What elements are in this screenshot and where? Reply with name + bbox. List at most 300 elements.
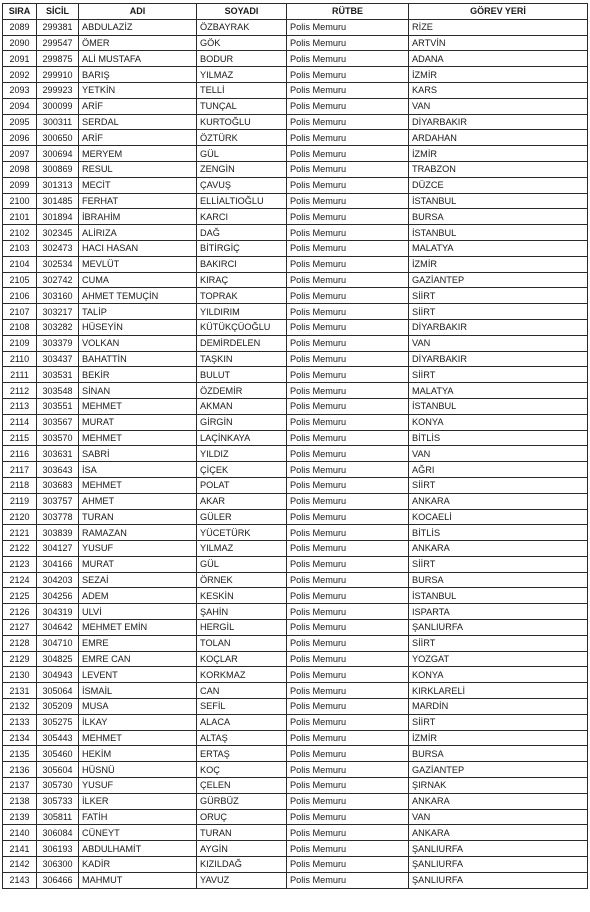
cell-adi: MEHMET EMİN	[79, 620, 197, 636]
cell-soyadi: AKAR	[197, 493, 287, 509]
cell-sira: 2119	[3, 493, 37, 509]
cell-adi: ARİF	[79, 98, 197, 114]
cell-adi: KADİR	[79, 857, 197, 873]
table-row	[3, 193, 588, 209]
cell-gorev-yeri: SİİRT	[409, 477, 588, 493]
cell-rutbe: Polis Memuru	[287, 667, 409, 683]
cell-adi: ABDULAZİZ	[79, 19, 197, 35]
cell-sicil: 303379	[37, 335, 79, 351]
cell-sira: 2141	[3, 841, 37, 857]
cell-sira: 2109	[3, 335, 37, 351]
cell-sira: 2129	[3, 651, 37, 667]
cell-soyadi: TAŞKIN	[197, 351, 287, 367]
table-row	[3, 130, 588, 146]
table-row	[3, 82, 588, 98]
cell-rutbe: Polis Memuru	[287, 240, 409, 256]
cell-sira: 2131	[3, 683, 37, 699]
cell-adi: TALİP	[79, 304, 197, 320]
cell-sicil: 301894	[37, 209, 79, 225]
cell-adi: İLKAY	[79, 714, 197, 730]
cell-sicil: 303631	[37, 446, 79, 462]
cell-rutbe: Polis Memuru	[287, 51, 409, 67]
table-row	[3, 825, 588, 841]
cell-adi: MURAT	[79, 556, 197, 572]
cell-adi: RESUL	[79, 161, 197, 177]
cell-gorev-yeri: DÜZCE	[409, 177, 588, 193]
table-row	[3, 35, 588, 51]
table-row	[3, 19, 588, 35]
cell-sira: 2143	[3, 872, 37, 888]
column-header-rutbe: RÜTBE	[287, 4, 409, 20]
cell-sicil: 304256	[37, 588, 79, 604]
cell-sira: 2127	[3, 620, 37, 636]
table-row	[3, 398, 588, 414]
table-row	[3, 793, 588, 809]
table-row	[3, 51, 588, 67]
table-row	[3, 304, 588, 320]
cell-sicil: 299547	[37, 35, 79, 51]
cell-sicil: 301485	[37, 193, 79, 209]
table-row	[3, 114, 588, 130]
cell-gorev-yeri: GAZİANTEP	[409, 762, 588, 778]
table-row	[3, 67, 588, 83]
cell-adi: YUSUF	[79, 778, 197, 794]
cell-gorev-yeri: ANKARA	[409, 493, 588, 509]
cell-sicil: 303548	[37, 383, 79, 399]
cell-sicil: 304319	[37, 604, 79, 620]
cell-soyadi: LAÇİNKAYA	[197, 430, 287, 446]
column-header-sicil: SİCİL	[37, 4, 79, 20]
cell-sicil: 303643	[37, 462, 79, 478]
cell-sira: 2093	[3, 82, 37, 98]
cell-rutbe: Polis Memuru	[287, 161, 409, 177]
cell-gorev-yeri: ARDAHAN	[409, 130, 588, 146]
cell-gorev-yeri: DİYARBAKIR	[409, 114, 588, 130]
cell-sira: 2140	[3, 825, 37, 841]
column-header-soyadi: SOYADI	[197, 4, 287, 20]
cell-adi: SİNAN	[79, 383, 197, 399]
cell-rutbe: Polis Memuru	[287, 288, 409, 304]
cell-sira: 2104	[3, 256, 37, 272]
cell-sira: 2125	[3, 588, 37, 604]
cell-gorev-yeri: RİZE	[409, 19, 588, 35]
column-header-adi: ADI	[79, 4, 197, 20]
cell-adi: BEKİR	[79, 367, 197, 383]
cell-soyadi: YILMAZ	[197, 541, 287, 557]
cell-adi: ARİF	[79, 130, 197, 146]
cell-gorev-yeri: YOZGAT	[409, 651, 588, 667]
table-row	[3, 651, 588, 667]
cell-soyadi: ÖZBAYRAK	[197, 19, 287, 35]
cell-adi: ULVİ	[79, 604, 197, 620]
table-row	[3, 430, 588, 446]
cell-rutbe: Polis Memuru	[287, 841, 409, 857]
cell-sira: 2099	[3, 177, 37, 193]
cell-adi: AHMET	[79, 493, 197, 509]
personnel-table	[2, 3, 588, 889]
table-row	[3, 635, 588, 651]
cell-sira: 2135	[3, 746, 37, 762]
cell-adi: ADEM	[79, 588, 197, 604]
cell-rutbe: Polis Memuru	[287, 225, 409, 241]
cell-sira: 2112	[3, 383, 37, 399]
cell-gorev-yeri: İZMİR	[409, 67, 588, 83]
cell-soyadi: ÇAVUŞ	[197, 177, 287, 193]
table-row	[3, 620, 588, 636]
cell-adi: MUSA	[79, 699, 197, 715]
cell-soyadi: ELLİALTIOĞLU	[197, 193, 287, 209]
cell-rutbe: Polis Memuru	[287, 620, 409, 636]
cell-soyadi: ALTAŞ	[197, 730, 287, 746]
cell-rutbe: Polis Memuru	[287, 651, 409, 667]
cell-adi: ÖMER	[79, 35, 197, 51]
cell-rutbe: Polis Memuru	[287, 683, 409, 699]
cell-gorev-yeri: KARS	[409, 82, 588, 98]
cell-adi: LEVENT	[79, 667, 197, 683]
cell-rutbe: Polis Memuru	[287, 493, 409, 509]
cell-sira: 2110	[3, 351, 37, 367]
cell-sira: 2103	[3, 240, 37, 256]
cell-soyadi: BULUT	[197, 367, 287, 383]
cell-sira: 2142	[3, 857, 37, 873]
cell-sira: 2120	[3, 509, 37, 525]
table-row	[3, 177, 588, 193]
cell-soyadi: KORKMAZ	[197, 667, 287, 683]
table-row	[3, 446, 588, 462]
cell-adi: MECİT	[79, 177, 197, 193]
table-row	[3, 383, 588, 399]
cell-adi: HEKİM	[79, 746, 197, 762]
cell-soyadi: GÜL	[197, 556, 287, 572]
cell-sicil: 304943	[37, 667, 79, 683]
cell-soyadi: DEMİRDELEN	[197, 335, 287, 351]
cell-soyadi: ÇELEN	[197, 778, 287, 794]
cell-sicil: 302534	[37, 256, 79, 272]
cell-soyadi: ŞAHİN	[197, 604, 287, 620]
cell-gorev-yeri: ŞANLIURFA	[409, 841, 588, 857]
cell-rutbe: Polis Memuru	[287, 193, 409, 209]
table-row	[3, 272, 588, 288]
cell-adi: İSMAİL	[79, 683, 197, 699]
table-row	[3, 556, 588, 572]
cell-rutbe: Polis Memuru	[287, 793, 409, 809]
cell-sicil: 304825	[37, 651, 79, 667]
cell-adi: EMRE	[79, 635, 197, 651]
cell-sicil: 304166	[37, 556, 79, 572]
cell-rutbe: Polis Memuru	[287, 256, 409, 272]
table-body	[3, 19, 588, 888]
cell-soyadi: ÖRNEK	[197, 572, 287, 588]
cell-sira: 2092	[3, 67, 37, 83]
cell-gorev-yeri: SİİRT	[409, 288, 588, 304]
cell-adi: MEHMET	[79, 730, 197, 746]
cell-adi: MERYEM	[79, 146, 197, 162]
cell-soyadi: HERGİL	[197, 620, 287, 636]
cell-soyadi: KIRAÇ	[197, 272, 287, 288]
cell-adi: FATİH	[79, 809, 197, 825]
cell-gorev-yeri: BİTLİS	[409, 525, 588, 541]
cell-gorev-yeri: KIRKLARELİ	[409, 683, 588, 699]
cell-sicil: 302473	[37, 240, 79, 256]
table-row	[3, 588, 588, 604]
cell-soyadi: BAKIRCI	[197, 256, 287, 272]
cell-sira: 2101	[3, 209, 37, 225]
table-row	[3, 857, 588, 873]
table-row	[3, 604, 588, 620]
cell-rutbe: Polis Memuru	[287, 414, 409, 430]
cell-sira: 2121	[3, 525, 37, 541]
cell-soyadi: ALACA	[197, 714, 287, 730]
cell-sicil: 305604	[37, 762, 79, 778]
cell-sicil: 303567	[37, 414, 79, 430]
cell-adi: YUSUF	[79, 541, 197, 557]
cell-adi: İLKER	[79, 793, 197, 809]
cell-gorev-yeri: TRABZON	[409, 161, 588, 177]
table-row	[3, 240, 588, 256]
cell-sicil: 299910	[37, 67, 79, 83]
cell-adi: YETKİN	[79, 82, 197, 98]
cell-sicil: 305064	[37, 683, 79, 699]
cell-sicil: 305733	[37, 793, 79, 809]
cell-rutbe: Polis Memuru	[287, 82, 409, 98]
table-row	[3, 288, 588, 304]
cell-gorev-yeri: İZMİR	[409, 256, 588, 272]
table-row	[3, 98, 588, 114]
cell-adi: İSA	[79, 462, 197, 478]
column-header-gorev-yeri: GÖREV YERİ	[409, 4, 588, 20]
cell-soyadi: TOPRAK	[197, 288, 287, 304]
cell-sicil: 303570	[37, 430, 79, 446]
cell-soyadi: BİTİRGİÇ	[197, 240, 287, 256]
table-row	[3, 714, 588, 730]
cell-sira: 2136	[3, 762, 37, 778]
cell-soyadi: TURAN	[197, 825, 287, 841]
cell-gorev-yeri: AĞRI	[409, 462, 588, 478]
cell-sicil: 305209	[37, 699, 79, 715]
cell-sicil: 305811	[37, 809, 79, 825]
cell-adi: HÜSEYİN	[79, 319, 197, 335]
cell-soyadi: YILDIRIM	[197, 304, 287, 320]
cell-sicil: 305730	[37, 778, 79, 794]
table-row	[3, 319, 588, 335]
cell-adi: SERDAL	[79, 114, 197, 130]
cell-soyadi: TUNÇAL	[197, 98, 287, 114]
cell-rutbe: Polis Memuru	[287, 430, 409, 446]
cell-sira: 2128	[3, 635, 37, 651]
cell-soyadi: GÖK	[197, 35, 287, 51]
table-row	[3, 477, 588, 493]
cell-gorev-yeri: GAZİANTEP	[409, 272, 588, 288]
cell-rutbe: Polis Memuru	[287, 809, 409, 825]
cell-rutbe: Polis Memuru	[287, 146, 409, 162]
cell-rutbe: Polis Memuru	[287, 272, 409, 288]
cell-soyadi: KIZILDAĞ	[197, 857, 287, 873]
cell-rutbe: Polis Memuru	[287, 67, 409, 83]
cell-gorev-yeri: ANKARA	[409, 793, 588, 809]
cell-gorev-yeri: BİTLİS	[409, 430, 588, 446]
cell-rutbe: Polis Memuru	[287, 177, 409, 193]
cell-gorev-yeri: ADANA	[409, 51, 588, 67]
cell-adi: TURAN	[79, 509, 197, 525]
personnel-list-sheet	[2, 3, 587, 889]
cell-adi: HACI HASAN	[79, 240, 197, 256]
cell-adi: MEHMET	[79, 477, 197, 493]
cell-adi: ABDULHAMİT	[79, 841, 197, 857]
cell-gorev-yeri: VAN	[409, 446, 588, 462]
table-row	[3, 541, 588, 557]
cell-gorev-yeri: MALATYA	[409, 383, 588, 399]
cell-gorev-yeri: ANKARA	[409, 825, 588, 841]
cell-sira: 2114	[3, 414, 37, 430]
cell-soyadi: CAN	[197, 683, 287, 699]
cell-gorev-yeri: DİYARBAKIR	[409, 351, 588, 367]
cell-sira: 2102	[3, 225, 37, 241]
cell-sira: 2108	[3, 319, 37, 335]
cell-gorev-yeri: VAN	[409, 809, 588, 825]
cell-sicil: 300694	[37, 146, 79, 162]
cell-adi: VOLKAN	[79, 335, 197, 351]
cell-sicil: 303160	[37, 288, 79, 304]
cell-soyadi: YAVUZ	[197, 872, 287, 888]
cell-soyadi: KOÇLAR	[197, 651, 287, 667]
cell-sira: 2132	[3, 699, 37, 715]
cell-sira: 2133	[3, 714, 37, 730]
cell-rutbe: Polis Memuru	[287, 604, 409, 620]
cell-soyadi: AKMAN	[197, 398, 287, 414]
cell-sira: 2098	[3, 161, 37, 177]
cell-soyadi: ÇİÇEK	[197, 462, 287, 478]
cell-rutbe: Polis Memuru	[287, 19, 409, 35]
cell-sicil: 305460	[37, 746, 79, 762]
cell-sicil: 304710	[37, 635, 79, 651]
cell-rutbe: Polis Memuru	[287, 114, 409, 130]
cell-gorev-yeri: MALATYA	[409, 240, 588, 256]
cell-soyadi: BODUR	[197, 51, 287, 67]
table-row	[3, 209, 588, 225]
cell-rutbe: Polis Memuru	[287, 762, 409, 778]
cell-sira: 2118	[3, 477, 37, 493]
cell-gorev-yeri: BURSA	[409, 209, 588, 225]
column-header-sira: SIRA	[3, 4, 37, 20]
cell-gorev-yeri: MARDİN	[409, 699, 588, 715]
cell-adi: MEHMET	[79, 430, 197, 446]
cell-soyadi: TELLİ	[197, 82, 287, 98]
table-row	[3, 699, 588, 715]
cell-soyadi: KÜTÜKÇÜOĞLU	[197, 319, 287, 335]
cell-sira: 2122	[3, 541, 37, 557]
cell-soyadi: DAĞ	[197, 225, 287, 241]
cell-gorev-yeri: BURSA	[409, 746, 588, 762]
cell-gorev-yeri: SİİRT	[409, 556, 588, 572]
cell-rutbe: Polis Memuru	[287, 556, 409, 572]
cell-adi: BAHATTİN	[79, 351, 197, 367]
cell-gorev-yeri: İSTANBUL	[409, 588, 588, 604]
cell-sira: 2096	[3, 130, 37, 146]
cell-gorev-yeri: İSTANBUL	[409, 398, 588, 414]
cell-rutbe: Polis Memuru	[287, 525, 409, 541]
cell-sira: 2091	[3, 51, 37, 67]
cell-adi: İBRAHİM	[79, 209, 197, 225]
cell-sira: 2130	[3, 667, 37, 683]
cell-gorev-yeri: ŞANLIURFA	[409, 620, 588, 636]
cell-sira: 2126	[3, 604, 37, 620]
cell-gorev-yeri: ISPARTA	[409, 604, 588, 620]
cell-adi: MURAT	[79, 414, 197, 430]
cell-adi: MAHMUT	[79, 872, 197, 888]
cell-sira: 2117	[3, 462, 37, 478]
cell-rutbe: Polis Memuru	[287, 351, 409, 367]
cell-rutbe: Polis Memuru	[287, 746, 409, 762]
cell-sira: 2116	[3, 446, 37, 462]
cell-soyadi: GÜRBÜZ	[197, 793, 287, 809]
table-row	[3, 841, 588, 857]
table-row	[3, 161, 588, 177]
cell-adi: SABRİ	[79, 446, 197, 462]
cell-adi: FERHAT	[79, 193, 197, 209]
table-row	[3, 778, 588, 794]
table-row	[3, 746, 588, 762]
cell-gorev-yeri: İZMİR	[409, 730, 588, 746]
cell-sira: 2106	[3, 288, 37, 304]
cell-sira: 2113	[3, 398, 37, 414]
table-row	[3, 225, 588, 241]
cell-sicil: 303778	[37, 509, 79, 525]
cell-sicil: 304203	[37, 572, 79, 588]
cell-soyadi: KARCI	[197, 209, 287, 225]
cell-sicil: 299875	[37, 51, 79, 67]
cell-adi: MEHMET	[79, 398, 197, 414]
cell-soyadi: TOLAN	[197, 635, 287, 651]
cell-sicil: 299923	[37, 82, 79, 98]
cell-soyadi: KESKİN	[197, 588, 287, 604]
cell-sicil: 303282	[37, 319, 79, 335]
table-row	[3, 730, 588, 746]
table-row	[3, 414, 588, 430]
cell-rutbe: Polis Memuru	[287, 98, 409, 114]
cell-rutbe: Polis Memuru	[287, 588, 409, 604]
cell-sicil: 303683	[37, 477, 79, 493]
cell-rutbe: Polis Memuru	[287, 209, 409, 225]
cell-soyadi: AYGİN	[197, 841, 287, 857]
cell-sicil: 300869	[37, 161, 79, 177]
cell-soyadi: KOÇ	[197, 762, 287, 778]
cell-sira: 2097	[3, 146, 37, 162]
cell-sira: 2115	[3, 430, 37, 446]
cell-soyadi: ZENGİN	[197, 161, 287, 177]
cell-sicil: 302742	[37, 272, 79, 288]
cell-gorev-yeri: KONYA	[409, 667, 588, 683]
cell-soyadi: ÖZTÜRK	[197, 130, 287, 146]
cell-sicil: 305443	[37, 730, 79, 746]
cell-adi: AHMET TEMUÇİN	[79, 288, 197, 304]
cell-sicil: 303531	[37, 367, 79, 383]
cell-sicil: 306193	[37, 841, 79, 857]
table-row	[3, 335, 588, 351]
cell-sicil: 304127	[37, 541, 79, 557]
table-row	[3, 683, 588, 699]
cell-rutbe: Polis Memuru	[287, 635, 409, 651]
cell-gorev-yeri: DİYARBAKIR	[409, 319, 588, 335]
cell-rutbe: Polis Memuru	[287, 778, 409, 794]
cell-adi: HÜSNÜ	[79, 762, 197, 778]
cell-gorev-yeri: İSTANBUL	[409, 193, 588, 209]
table-row	[3, 462, 588, 478]
cell-soyadi: YILDIZ	[197, 446, 287, 462]
table-row	[3, 872, 588, 888]
cell-rutbe: Polis Memuru	[287, 714, 409, 730]
cell-rutbe: Polis Memuru	[287, 462, 409, 478]
cell-adi: SEZAİ	[79, 572, 197, 588]
